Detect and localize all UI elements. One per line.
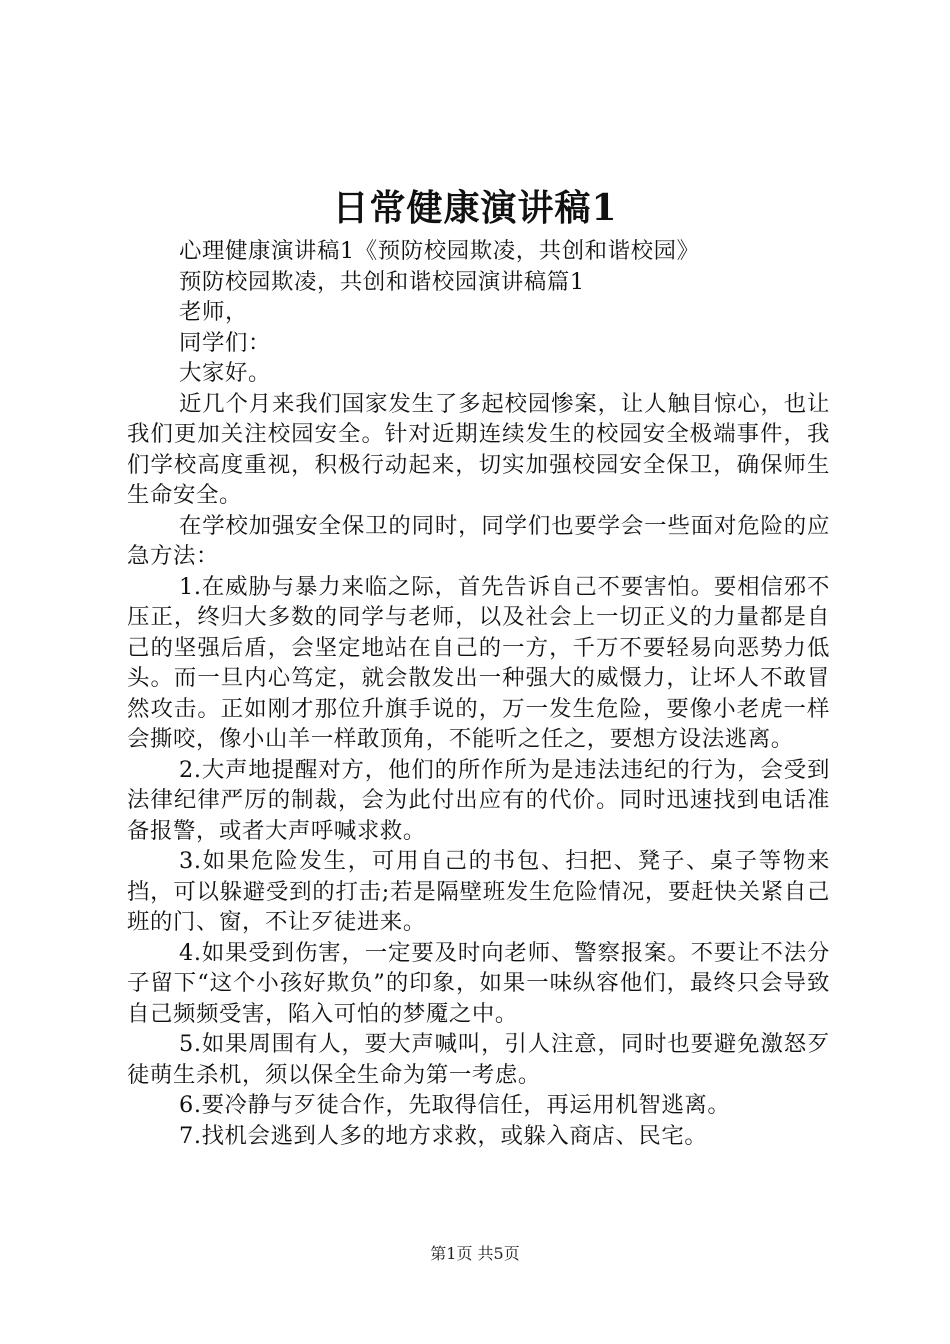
paragraph-method-2: 2.大声地提醒对方，他们的所作所为是违法违纪的行为，会受到法律纪律严厉的制裁，会为此付出应有的代价。同时迅速找到电话准备报警，或者大声呼喊求救。 (127, 756, 830, 844)
paragraph-salutation-teachers: 老师， (179, 299, 248, 325)
paragraph-heading: 预防校园欺凌，共创和谐校园演讲稿篇1 (179, 268, 585, 295)
paragraph-intro: 近几个月来我们国家发生了多起校园惨案，让人触目惊心，也让我们更加关注校园安全。针对近期连续发生的校园安全极端事件，我们学校高度重视，积极行动起来，切实加强校园安全保卫，确保师生生命安全。 (127, 390, 830, 508)
document-body (127, 236, 830, 1151)
paragraph-methods-intro: 在学校加强安全保卫的同时，同学们也要学会一些面对危险的应急方法： (127, 512, 830, 569)
paragraph-method-7: 7.找机会逃到人多的地方求救，或躲入商店、民宅。 (179, 1122, 708, 1149)
paragraph-method-6: 6.要冷静与歹徒合作，先取得信任，再运用机智逃离。 (179, 1092, 731, 1118)
paragraph-method-1: 1.在威胁与暴力来临之际，首先告诉自己不要害怕。要相信邪不压正，终归大多数的同学与老师，以及社会上一切正义的力量都是自己的坚强后盾，会坚定地站在自己的一方，千万不要轻易向恶势力低头。而一旦内心笃定，就会散发出一种强大的威慑力，让坏人不敢冒然攻击。正如刚才那位升旗手说的，万一发生危险，要像小老虎一样会撕咬，像小山羊一样敢顶角，不能听之任之，要想方设法逃离。 (127, 573, 830, 752)
paragraph-method-5: 5.如果周围有人，要大声喊叫，引人注意，同时也要避免激怒歹徒萌生杀机，须以保全生命为第一考虑。 (127, 1031, 830, 1088)
paragraph-method-4: 4.如果受到伤害，一定要及时向老师、警察报案。不要让不法分子留下“这个小孩好欺负”的印象，如果一味纵容他们，最终只会导致自己频频受害，陷入可怕的梦魇之中。 (127, 939, 830, 1027)
paragraph-method-3: 3.如果危险发生，可用自己的书包、扫把、凳子、桌子等物来挡，可以躲避受到的打击;若是隔壁班发生危险情况，要赶快关紧自己班的门、窗，不让歹徒进来。 (127, 848, 830, 935)
document-title: 日常健康演讲稿1 (332, 187, 618, 229)
page-footer: 第1页 共5页 (430, 1244, 520, 1263)
paragraph-subtitle: 心理健康演讲稿1《预防校园欺凌，共创和谐校园》 (179, 238, 700, 264)
paragraph-greeting: 大家好。 (179, 360, 271, 386)
paragraph-salutation-students: 同学们： (179, 329, 271, 356)
